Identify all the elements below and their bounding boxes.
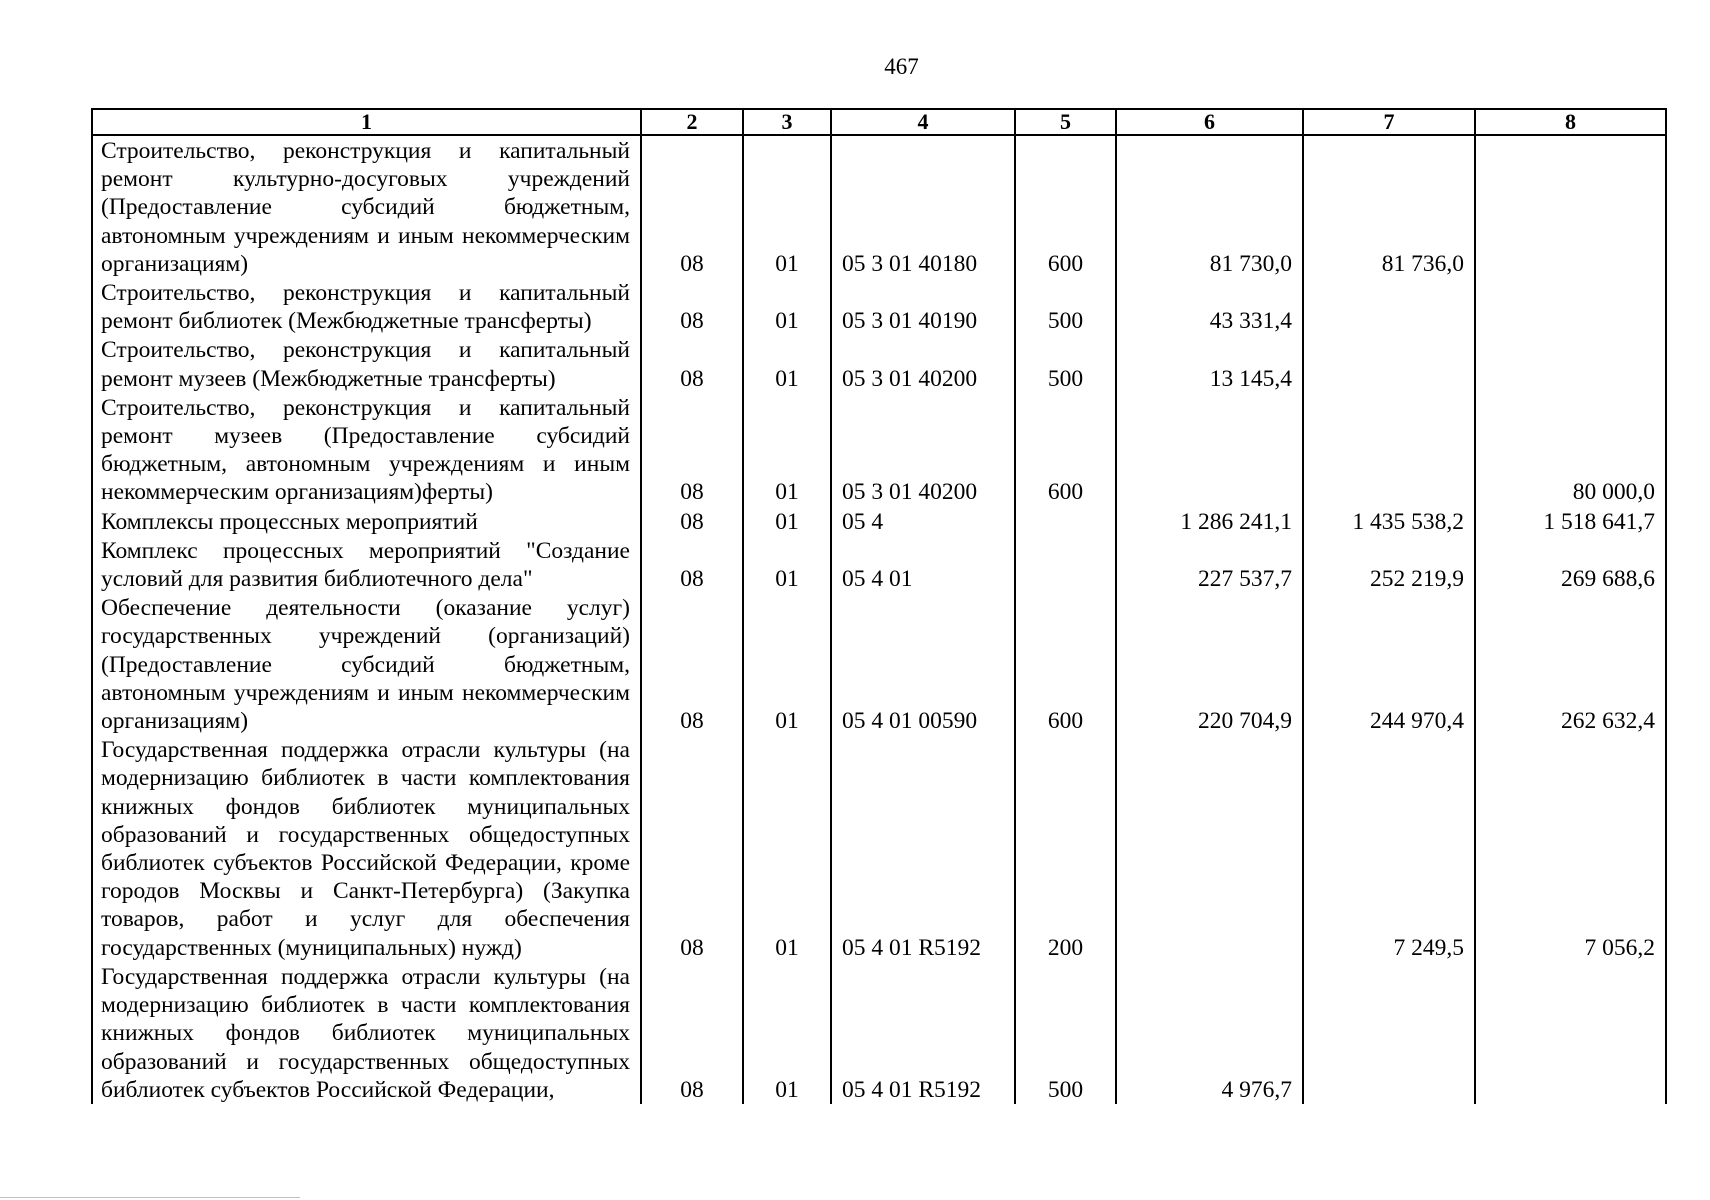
row-name: Государственная поддержка отрасли культуры (на модернизацию библиотек в части комплектования книжных фондов библиотек муниципальных образований и государственных общедоступных библиотек субъектов Российской Федерации, кроме городов Москвы и Санкт-Петербурга) (Закупка товаров, работ и услуг для обеспечения государственных (муниципальных) нужд) [92,735,641,962]
amount-col8: 7 056,2 [1475,735,1666,962]
column-header: 8 [1475,109,1666,135]
amount-col8: 80 000,0 [1475,393,1666,507]
section-code: 08 [641,335,743,392]
expense-type-code: 500 [1015,335,1116,392]
target-article-code: 05 4 01 [831,536,1015,593]
amount-col7: 1 435 538,2 [1303,507,1475,536]
row-name: Комплексы процессных мероприятий [92,507,641,536]
amount-col6: 43 331,4 [1116,278,1303,335]
subsection-code: 01 [743,135,831,278]
expense-type-code [1015,536,1116,593]
section-code: 08 [641,507,743,536]
amount-col8 [1475,135,1666,278]
column-header: 7 [1303,109,1475,135]
header-row [92,109,1666,135]
table-row [92,536,1666,593]
target-article-code: 05 4 01 00590 [831,593,1015,735]
table-row [92,135,1666,278]
target-article-code: 05 4 01 R5192 [831,735,1015,962]
amount-col7 [1303,335,1475,392]
subsection-code: 01 [743,962,831,1104]
amount-col7 [1303,962,1475,1104]
target-article-code: 05 4 01 R5192 [831,962,1015,1104]
amount-col7: 244 970,4 [1303,593,1475,735]
row-name: Обеспечение деятельности (оказание услуг) государственных учреждений (организаций) (Предоставление субсидий бюджетным, автономным учреждениям и иным некоммерческим организациям) [92,593,641,735]
subsection-code: 01 [743,593,831,735]
amount-col6: 227 537,7 [1116,536,1303,593]
amount-col8 [1475,278,1666,335]
section-code: 08 [641,135,743,278]
budget-table [91,108,1667,1104]
table-row [92,962,1666,1104]
section-code: 08 [641,593,743,735]
amount-col7 [1303,393,1475,507]
row-name: Строительство, реконструкция и капитальный ремонт музеев (Межбюджетные трансферты) [92,335,641,392]
subsection-code: 01 [743,278,831,335]
amount-col7 [1303,278,1475,335]
expense-type-code [1015,507,1116,536]
expense-type-code: 500 [1015,278,1116,335]
subsection-code: 01 [743,735,831,962]
row-name: Строительство, реконструкция и капитальный ремонт культурно-досуговых учреждений (Предоставление субсидий бюджетным, автономным учреждениям и иным некоммерческим организациям) [92,135,641,278]
subsection-code: 01 [743,393,831,507]
row-name: Комплекс процессных мероприятий "Создание условий для развития библиотечного дела" [92,536,641,593]
target-article-code: 05 3 01 40200 [831,335,1015,392]
row-name: Строительство, реконструкция и капитальный ремонт библиотек (Межбюджетные трансферты) [92,278,641,335]
amount-col8 [1475,962,1666,1104]
table-row [92,335,1666,392]
row-name: Строительство, реконструкция и капитальный ремонт музеев (Предоставление субсидий бюджетным, автономным учреждениям и иным некоммерческим организациям)ферты) [92,393,641,507]
table-row [92,278,1666,335]
section-code: 08 [641,393,743,507]
column-header: 3 [743,109,831,135]
column-header: 1 [92,109,641,135]
table-row [92,507,1666,536]
target-article-code: 05 3 01 40200 [831,393,1015,507]
section-code: 08 [641,735,743,962]
amount-col8: 262 632,4 [1475,593,1666,735]
expense-type-code: 600 [1015,593,1116,735]
subsection-code: 01 [743,536,831,593]
amount-col7: 81 736,0 [1303,135,1475,278]
amount-col6 [1116,735,1303,962]
table-row [92,393,1666,507]
target-article-code: 05 3 01 40190 [831,278,1015,335]
expense-type-code: 600 [1015,135,1116,278]
amount-col6: 4 976,7 [1116,962,1303,1104]
amount-col7: 7 249,5 [1303,735,1475,962]
section-code: 08 [641,962,743,1104]
column-header: 2 [641,109,743,135]
amount-col8: 1 518 641,7 [1475,507,1666,536]
expense-type-code: 200 [1015,735,1116,962]
amount-col8 [1475,335,1666,392]
section-code: 08 [641,536,743,593]
amount-col6: 1 286 241,1 [1116,507,1303,536]
table-row [92,735,1666,962]
amount-col6: 13 145,4 [1116,335,1303,392]
scan-edge-line [0,1197,300,1198]
section-code: 08 [641,278,743,335]
target-article-code: 05 4 [831,507,1015,536]
expense-type-code: 600 [1015,393,1116,507]
target-article-code: 05 3 01 40180 [831,135,1015,278]
expense-type-code: 500 [1015,962,1116,1104]
row-name: Государственная поддержка отрасли культуры (на модернизацию библиотек в части комплектования книжных фондов библиотек муниципальных образований и государственных общедоступных библиотек субъектов Российской Федерации, [92,962,641,1104]
column-header: 4 [831,109,1015,135]
table-row [92,593,1666,735]
column-header: 5 [1015,109,1116,135]
subsection-code: 01 [743,335,831,392]
page-number: 467 [884,54,919,79]
amount-col6: 220 704,9 [1116,593,1303,735]
amount-col6 [1116,393,1303,507]
column-header: 6 [1116,109,1303,135]
amount-col6: 81 730,0 [1116,135,1303,278]
amount-col8: 269 688,6 [1475,536,1666,593]
amount-col7: 252 219,9 [1303,536,1475,593]
subsection-code: 01 [743,507,831,536]
